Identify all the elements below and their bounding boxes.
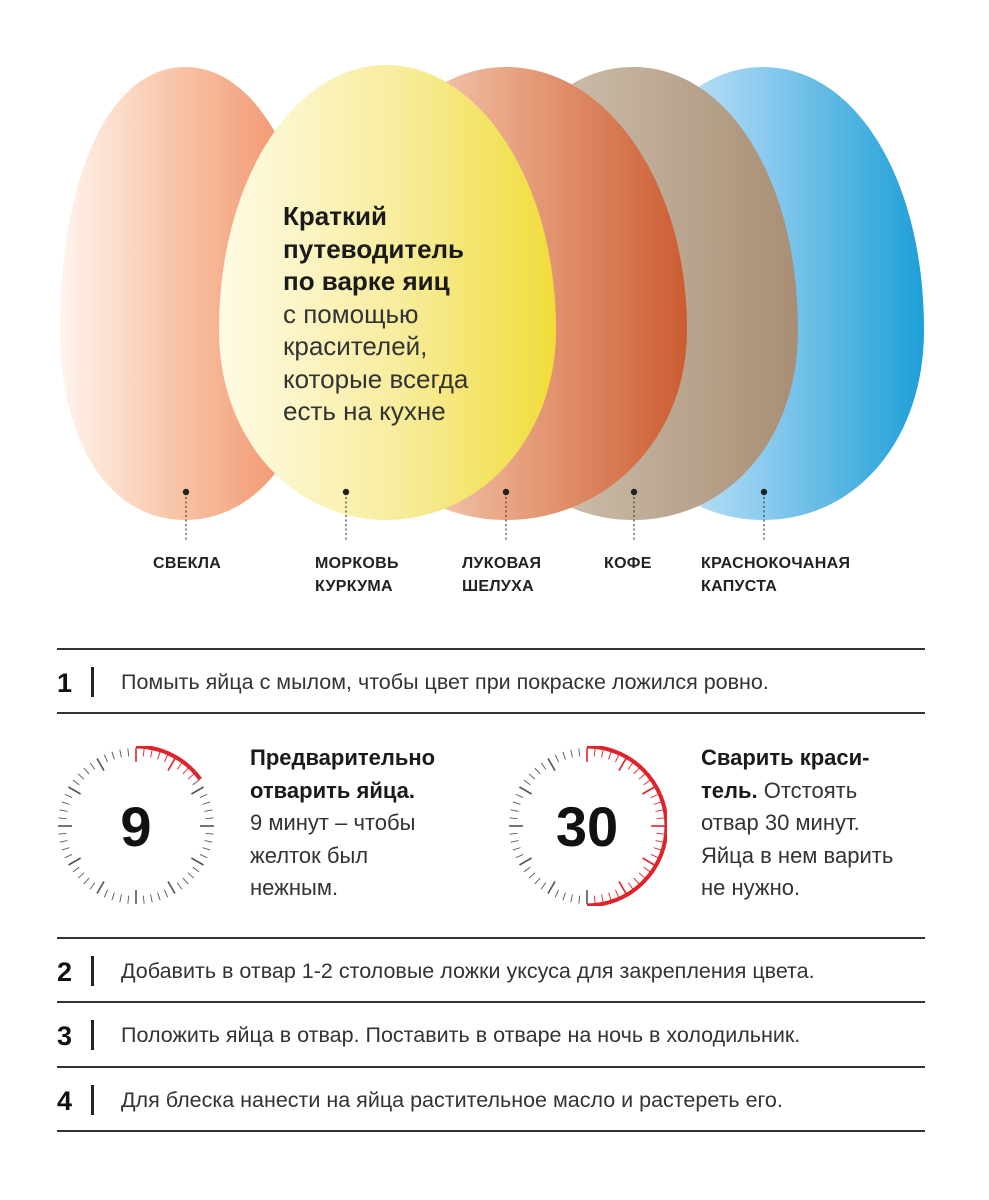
guide-title xyxy=(283,200,543,428)
timer-tick xyxy=(206,818,214,819)
timer-tick-elapsed xyxy=(654,802,662,804)
timer-tick-elapsed xyxy=(177,763,182,769)
timer-tick xyxy=(535,878,540,884)
timer-tick-elapsed xyxy=(655,841,663,843)
timer-tick xyxy=(183,878,188,884)
step-separator xyxy=(91,956,94,986)
timer-tick xyxy=(62,802,70,804)
timer-tick xyxy=(164,890,167,897)
title-bold-line-1: Краткий xyxy=(283,201,387,231)
timer-tick-elapsed xyxy=(619,758,626,770)
timer-tick-elapsed xyxy=(609,893,611,901)
timer-tick xyxy=(90,763,95,769)
step-3 xyxy=(57,1003,925,1067)
timer-tick xyxy=(579,896,580,904)
timer-tick-elapsed xyxy=(615,755,618,762)
timer-tick xyxy=(104,890,107,897)
timer-tick xyxy=(541,763,546,769)
timer-tick-elapsed xyxy=(655,810,663,812)
timer-tick-elapsed xyxy=(188,774,194,779)
timer-tick-elapsed xyxy=(644,867,650,872)
timer-tick xyxy=(203,848,211,850)
timer-tick xyxy=(90,883,95,889)
timer-tick xyxy=(563,752,565,760)
step-text: Помыть яйца с мылом, чтобы цвет при покраске ложился ровно. xyxy=(121,670,769,694)
title-bold-line-2: путеводитель xyxy=(283,233,465,264)
timer-tick xyxy=(128,748,129,756)
timer-1-bold-line-2: отварить яйца. xyxy=(250,777,416,803)
timer-tick-elapsed xyxy=(639,774,645,779)
timer-2-line-2-rest: Отстоять xyxy=(757,777,858,803)
timer-tick xyxy=(143,896,144,904)
step-separator xyxy=(91,1085,94,1115)
timer-tick xyxy=(68,858,80,865)
timer-tick-elapsed xyxy=(651,854,658,857)
timer-tick xyxy=(579,748,580,756)
timer-tick xyxy=(65,854,72,857)
timer-tick-elapsed xyxy=(634,768,639,774)
timer-tick-elapsed xyxy=(594,896,595,904)
timer-tick xyxy=(168,881,175,893)
timer-tick-elapsed xyxy=(619,881,626,893)
timer-minutes-label: 9 xyxy=(120,795,152,858)
timer-tick xyxy=(158,893,160,901)
timer-tick-elapsed xyxy=(657,833,665,834)
timer-tick xyxy=(104,755,107,762)
egg-label-cabbage-line-1: КРАСНОКОЧАНАЯ xyxy=(701,555,851,572)
timer-1-line-4: желток был xyxy=(250,842,369,868)
timer-2-bold-line-1: Сварить краси- xyxy=(701,745,870,770)
timer-tick xyxy=(60,841,68,843)
timer-tick xyxy=(120,750,122,758)
timer-2-line-5: не нужно. xyxy=(701,875,801,900)
timer-tick-elapsed xyxy=(657,818,665,819)
timer-tick-elapsed xyxy=(615,890,618,897)
title-line-4: с помощью xyxy=(283,298,419,329)
timer-1-line-5: нежным. xyxy=(250,875,339,900)
timer-tick xyxy=(97,758,104,770)
timer-tick xyxy=(509,818,517,819)
timer-tick xyxy=(191,787,203,794)
timer-2-line-2 xyxy=(701,775,893,808)
timer-tick xyxy=(68,787,80,794)
timer-elapsed-arc xyxy=(136,747,200,780)
timer-tick xyxy=(513,802,521,804)
timer-tick xyxy=(73,780,79,785)
timer-tick xyxy=(529,873,535,878)
title-line-6: которые всегда xyxy=(283,363,469,394)
timer-2-bold-word: тель. xyxy=(701,777,758,803)
timer-tick xyxy=(509,833,517,834)
timer-tick-elapsed xyxy=(654,848,662,850)
timer-tick-elapsed xyxy=(168,758,175,770)
egg-label-carrot-line-2: КУРКУМА xyxy=(315,578,393,595)
step-text: Положить яйца в отвар. Поставить в отваре на ночь в холодильник. xyxy=(121,1023,801,1047)
title-line-5: красителей, xyxy=(283,331,428,361)
timer-tick xyxy=(535,768,540,774)
egg-label-carrot-line-1: МОРКОВЬ xyxy=(315,555,399,572)
timer-tick-elapsed xyxy=(594,748,595,756)
timer-tick xyxy=(555,755,558,762)
timer-tick xyxy=(524,780,530,785)
timer-tick xyxy=(511,841,519,843)
timer-tick xyxy=(65,794,72,797)
timer-tick-elapsed xyxy=(151,750,153,758)
egg-label-coffee-line-1: КОФЕ xyxy=(604,555,652,572)
step-1 xyxy=(57,650,925,714)
timer-2-line-3: отвар 30 минут. xyxy=(701,810,860,835)
egg-label-beet-line-1: СВЕКЛА xyxy=(153,555,222,572)
timer-tick xyxy=(97,881,104,893)
timer-tick xyxy=(58,818,66,819)
timer-tick xyxy=(524,867,530,872)
timer-tick xyxy=(516,854,523,857)
timer-tick xyxy=(204,841,212,843)
timer-tick-elapsed xyxy=(602,894,604,902)
timer-tick xyxy=(555,890,558,897)
timer-tick-elapsed xyxy=(602,750,604,758)
timer-tick-elapsed xyxy=(639,873,645,878)
timer-tick-elapsed xyxy=(628,883,633,889)
step-number: 4 xyxy=(57,1086,73,1116)
timer-tick-elapsed xyxy=(651,794,658,797)
step-text: Добавить в отвар 1-2 столовые ложки уксуса для закрепления цвета. xyxy=(121,959,815,983)
timer-tick xyxy=(84,878,89,884)
timer-tick xyxy=(571,894,573,902)
timer-tick xyxy=(120,894,122,902)
step-4 xyxy=(57,1068,925,1132)
timer-tick xyxy=(519,858,531,865)
timer-tick xyxy=(128,896,129,904)
timer-tick xyxy=(548,881,555,893)
timer-tick-elapsed xyxy=(644,780,650,785)
timer-tick-elapsed xyxy=(634,878,639,884)
timer-tick xyxy=(73,867,79,872)
timer-tick xyxy=(62,848,70,850)
timer-tick-elapsed xyxy=(609,752,611,760)
title-line-7: есть на кухне xyxy=(283,396,446,426)
timer-tick-elapsed xyxy=(642,858,654,865)
egg-label-onion-line-2: ШЕЛУХА xyxy=(462,578,534,595)
timer-tick xyxy=(541,883,546,889)
timer-tick xyxy=(511,810,519,812)
timer-minutes-label: 30 xyxy=(555,795,619,858)
step-separator xyxy=(91,1020,94,1050)
timer-tick xyxy=(529,774,535,779)
timer-9-minutes xyxy=(56,746,216,906)
timer-tick xyxy=(206,833,214,834)
timer-tick xyxy=(193,867,199,872)
timer-1-bold-line-1: Предварительно xyxy=(250,745,436,770)
egg-label-beet xyxy=(153,552,221,575)
timer-tick xyxy=(84,768,89,774)
egg-label-carrot xyxy=(315,552,399,598)
step-separator xyxy=(91,667,94,697)
step-number: 1 xyxy=(57,668,73,698)
step-2 xyxy=(57,939,925,1003)
timer-tick xyxy=(188,873,194,878)
timer-tick xyxy=(200,854,207,857)
timer-2-description xyxy=(701,742,893,905)
timer-tick xyxy=(563,893,565,901)
timer-tick xyxy=(203,802,211,804)
step-number: 3 xyxy=(57,1021,73,1051)
timer-tick xyxy=(548,758,555,770)
timer-tick-elapsed xyxy=(164,755,167,762)
timer-tick xyxy=(112,752,114,760)
timer-tick xyxy=(204,810,212,812)
title-bold-line-3: по варке яиц xyxy=(283,266,450,296)
timer-tick xyxy=(177,883,182,889)
timer-tick xyxy=(78,774,84,779)
timer-30-minutes xyxy=(507,746,667,906)
timer-tick xyxy=(200,794,207,797)
timer-tick xyxy=(191,858,203,865)
step-text: Для блеска нанести на яйца растительное масло и растереть его. xyxy=(121,1088,783,1112)
egg-label-cabbage xyxy=(701,552,850,598)
timer-tick-elapsed xyxy=(143,748,144,756)
timer-tick-elapsed xyxy=(183,768,188,774)
timer-tick xyxy=(58,833,66,834)
timer-1-line-3: 9 минут – чтобы xyxy=(250,810,416,835)
timer-tick xyxy=(151,894,153,902)
egg-label-onion-line-1: ЛУКОВАЯ xyxy=(462,555,542,572)
timer-tick xyxy=(78,873,84,878)
timer-tick xyxy=(513,848,521,850)
timer-tick xyxy=(571,750,573,758)
step-number: 2 xyxy=(57,957,73,987)
timer-tick-elapsed xyxy=(628,763,633,769)
timer-tick-elapsed xyxy=(642,787,654,794)
timer-tick xyxy=(112,893,114,901)
egg-label-cabbage-line-2: КАПУСТА xyxy=(701,578,778,595)
timer-1-description xyxy=(250,742,435,905)
egg-label-onion xyxy=(462,552,541,598)
timer-tick xyxy=(193,780,199,785)
timer-tick xyxy=(519,787,531,794)
timer-tick xyxy=(60,810,68,812)
timer-tick xyxy=(516,794,523,797)
timer-tick-elapsed xyxy=(158,752,160,760)
egg-label-coffee xyxy=(604,552,652,575)
timer-2-line-4: Яйца в нем варить xyxy=(701,842,894,868)
